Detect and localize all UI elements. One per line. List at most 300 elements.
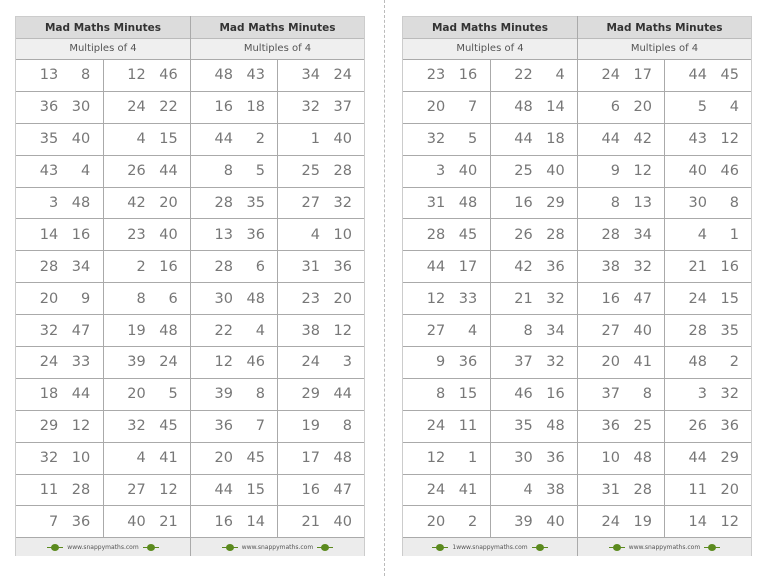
number: 40: [546, 513, 565, 530]
number: 12: [71, 418, 91, 435]
footer-url: www.snappymaths.com: [67, 543, 139, 551]
table-row: [578, 506, 751, 538]
number-pair-cell: [578, 379, 664, 410]
table-row: [16, 315, 190, 347]
number: 19: [633, 513, 652, 530]
number-pair-cell: [16, 347, 103, 378]
table-row: [578, 156, 751, 188]
number-pair-cell: [578, 60, 664, 91]
number-pair-cell: [664, 443, 751, 474]
number-pair-cell: [664, 92, 751, 123]
number-pair-cell: [191, 506, 277, 537]
number: 42: [127, 195, 146, 211]
number: 10: [71, 450, 91, 467]
number: 42: [514, 258, 533, 275]
number-pair-cell: [578, 315, 664, 346]
number: 8: [523, 322, 533, 339]
number: 44: [601, 131, 620, 148]
number: 9: [610, 163, 620, 180]
number: 30: [514, 450, 533, 467]
leaf-ornament-icon: [222, 544, 238, 551]
number: 37: [333, 99, 352, 116]
number: 45: [159, 418, 178, 435]
number: 36: [39, 99, 59, 116]
number-pair-cell: [490, 411, 578, 442]
table-row: [16, 156, 190, 188]
table-row: [578, 443, 751, 475]
number: 11: [458, 418, 478, 435]
number: 24: [601, 513, 620, 530]
number: 4: [697, 226, 707, 243]
number: 3: [342, 354, 352, 371]
number-pair-cell: [103, 315, 191, 346]
number: 16: [601, 290, 620, 307]
number: 40: [333, 131, 352, 148]
number-pair-cell: [103, 443, 191, 474]
number-pair-cell: [403, 60, 490, 91]
number-pair-cell: [578, 443, 664, 474]
number: 12: [426, 290, 446, 307]
number-pair-cell: [403, 124, 490, 155]
number: 46: [720, 163, 739, 180]
number: 36: [546, 258, 565, 275]
number: 32: [301, 99, 320, 116]
number: 9: [436, 354, 446, 371]
sheet: [190, 16, 365, 556]
number: 46: [514, 386, 533, 403]
number: 12: [127, 67, 146, 84]
number: 28: [214, 258, 233, 275]
table-row: [403, 379, 577, 411]
number: 8: [136, 290, 146, 307]
number-pair-cell: [490, 251, 578, 282]
number-pair-cell: [277, 124, 364, 155]
number-pair-cell: [277, 347, 364, 378]
table-row: [191, 283, 364, 315]
number: 2: [136, 258, 146, 275]
number-pair-cell: [403, 379, 490, 410]
number: 47: [633, 290, 652, 307]
number: 33: [71, 354, 91, 371]
number-pair-cell: [403, 156, 490, 187]
number: 23: [426, 67, 446, 84]
number-pair-cell: [403, 347, 490, 378]
table-row: [403, 124, 577, 156]
number: 13: [39, 67, 59, 84]
number-pair-cell: [16, 475, 103, 506]
number: 38: [546, 482, 565, 499]
number: 30: [688, 195, 707, 211]
number-pair-cell: [490, 92, 578, 123]
table-row: [191, 506, 364, 538]
number: 15: [159, 131, 178, 148]
sheet: [15, 16, 190, 556]
number: 44: [688, 67, 707, 84]
number-pair-cell: [103, 60, 191, 91]
table-row: [16, 475, 190, 507]
number: 7: [468, 99, 478, 116]
table-row: [191, 188, 364, 220]
number: 6: [610, 99, 620, 116]
number-pair-cell: [664, 251, 751, 282]
number: 48: [514, 99, 533, 116]
number-pair-cell: [16, 219, 103, 250]
number-pair-cell: [16, 156, 103, 187]
table-row: [16, 124, 190, 156]
number: 36: [333, 258, 352, 275]
table-row: [16, 443, 190, 475]
number-pair-cell: [191, 60, 277, 91]
number: 19: [127, 322, 146, 339]
number: 31: [301, 258, 320, 275]
number-pair-cell: [277, 443, 364, 474]
number: 20: [601, 354, 620, 371]
number-pair-cell: [277, 475, 364, 506]
number: 4: [136, 450, 146, 467]
number-pair-cell: [277, 60, 364, 91]
number: 32: [720, 386, 739, 403]
number: 48: [246, 290, 265, 307]
table-row: [16, 188, 190, 220]
table-row: [578, 251, 751, 283]
number: 24: [688, 290, 707, 307]
number: 32: [426, 131, 446, 148]
number: 6: [255, 258, 265, 275]
number-pair-cell: [277, 251, 364, 282]
number: 25: [514, 163, 533, 180]
table-row: [191, 379, 364, 411]
number: 4: [136, 131, 146, 148]
sheet-footer: [403, 538, 577, 556]
number-pair-cell: [191, 124, 277, 155]
number: 40: [458, 163, 478, 180]
number: 36: [720, 418, 739, 435]
sheet: [577, 16, 752, 556]
sheet-footer: [16, 538, 190, 556]
number: 14: [39, 226, 59, 243]
number: 3: [436, 163, 446, 180]
number-pair-cell: [403, 475, 490, 506]
number-pair-cell: [277, 379, 364, 410]
number-pair-cell: [664, 379, 751, 410]
number: 18: [39, 386, 59, 403]
number: 21: [514, 290, 533, 307]
number: 16: [214, 513, 233, 530]
number: 2: [729, 354, 739, 371]
number-pair-cell: [490, 443, 578, 474]
number-pair-cell: [664, 411, 751, 442]
number: 25: [633, 418, 652, 435]
number: 20: [333, 290, 352, 307]
number: 40: [633, 322, 652, 339]
number-pair-cell: [103, 411, 191, 442]
number: 40: [546, 163, 565, 180]
table-row: [16, 251, 190, 283]
number-pair-cell: [490, 60, 578, 91]
sheet-subtitle: Multiples of 4: [578, 39, 751, 60]
number-pair-cell: [103, 347, 191, 378]
number: 21: [159, 513, 178, 530]
number-pair-cell: [191, 188, 277, 219]
number: 40: [333, 513, 352, 530]
number: 31: [426, 195, 446, 211]
number-pair-cell: [664, 188, 751, 219]
number: 44: [514, 131, 533, 148]
number: 40: [688, 163, 707, 180]
number: 44: [688, 450, 707, 467]
number-pair-cell: [16, 124, 103, 155]
number: 44: [159, 163, 178, 180]
number: 12: [720, 513, 739, 530]
number-pair-cell: [103, 92, 191, 123]
sheet-subtitle: Multiples of 4: [403, 39, 577, 60]
number: 1: [310, 131, 320, 148]
number-pair-cell: [191, 219, 277, 250]
number-pair-cell: [403, 283, 490, 314]
number: 39: [214, 386, 233, 403]
number: 28: [546, 226, 565, 243]
number: 28: [333, 163, 352, 180]
number: 20: [127, 386, 146, 403]
table-row: [403, 156, 577, 188]
number: 32: [127, 418, 146, 435]
number: 32: [633, 258, 652, 275]
number: 15: [246, 482, 265, 499]
number: 16: [159, 258, 178, 275]
table-row: [578, 411, 751, 443]
number: 22: [214, 322, 233, 339]
number: 8: [642, 386, 652, 403]
number-pair-cell: [277, 315, 364, 346]
table-row: [578, 283, 751, 315]
table-row: [403, 283, 577, 315]
number: 37: [514, 354, 533, 371]
number: 27: [426, 322, 446, 339]
number: 40: [71, 131, 91, 148]
table-row: [16, 347, 190, 379]
number: 22: [514, 67, 533, 84]
number: 48: [458, 195, 478, 211]
number: 16: [720, 258, 739, 275]
number: 16: [458, 67, 478, 84]
number-pair-cell: [16, 283, 103, 314]
number: 34: [633, 226, 652, 243]
table-row: [403, 411, 577, 443]
number-pair-cell: [103, 188, 191, 219]
number: 30: [71, 99, 91, 116]
number: 13: [214, 226, 233, 243]
number: 48: [633, 450, 652, 467]
number: 39: [514, 513, 533, 530]
number: 4: [81, 163, 91, 180]
number: 24: [333, 67, 352, 84]
number: 5: [168, 386, 178, 403]
number-pair-cell: [578, 506, 664, 537]
number: 23: [301, 290, 320, 307]
number: 4: [729, 99, 739, 116]
number-pair-cell: [578, 124, 664, 155]
number: 13: [633, 195, 652, 211]
number-pair-cell: [490, 156, 578, 187]
number: 10: [333, 226, 352, 243]
number: 38: [301, 322, 320, 339]
number: 18: [546, 131, 565, 148]
number-pair-cell: [191, 156, 277, 187]
number: 12: [214, 354, 233, 371]
number: 5: [468, 131, 478, 148]
number: 15: [458, 386, 478, 403]
number: 11: [688, 482, 707, 499]
number: 16: [301, 482, 320, 499]
number: 44: [71, 386, 91, 403]
table-row: [578, 475, 751, 507]
leaf-ornament-icon: [532, 544, 548, 551]
number: 9: [81, 290, 91, 307]
number: 12: [633, 163, 652, 180]
number: 35: [514, 418, 533, 435]
number-pair-cell: [490, 475, 578, 506]
number: 27: [301, 195, 320, 211]
number-pair-cell: [490, 283, 578, 314]
table-row: [191, 443, 364, 475]
sheet-subtitle: Multiples of 4: [16, 39, 190, 60]
number: 20: [720, 482, 739, 499]
number: 28: [39, 258, 59, 275]
footer-url: www.snappymaths.com: [241, 543, 314, 551]
number-pair-cell: [578, 92, 664, 123]
number-pair-cell: [16, 92, 103, 123]
number: 46: [246, 354, 265, 371]
table-row: [191, 347, 364, 379]
number: 8: [342, 418, 352, 435]
number: 44: [426, 258, 446, 275]
number: 6: [168, 290, 178, 307]
table-row: [578, 188, 751, 220]
table-row: [403, 475, 577, 507]
table-row: [191, 219, 364, 251]
number-pair-cell: [16, 60, 103, 91]
number: 34: [71, 258, 91, 275]
number-pair-cell: [403, 251, 490, 282]
leaf-ornament-icon: [704, 544, 720, 551]
number-pair-cell: [103, 124, 191, 155]
number-pair-cell: [490, 506, 578, 537]
number: 14: [688, 513, 707, 530]
number: 23: [127, 226, 146, 243]
number-pair-cell: [191, 347, 277, 378]
number-pair-cell: [490, 347, 578, 378]
number-pair-cell: [191, 315, 277, 346]
number: 36: [601, 418, 620, 435]
number: 48: [214, 67, 233, 84]
number: 35: [246, 195, 265, 211]
number-pair-cell: [16, 443, 103, 474]
number: 3: [697, 386, 707, 403]
leaf-ornament-icon: [317, 544, 333, 551]
number: 26: [127, 163, 146, 180]
number: 7: [49, 513, 59, 530]
number: 36: [246, 226, 265, 243]
leaf-ornament-icon: [47, 544, 63, 551]
number: 12: [426, 450, 446, 467]
number-pair-cell: [578, 219, 664, 250]
table-row: [578, 124, 751, 156]
number-pair-cell: [403, 219, 490, 250]
number: 44: [333, 386, 352, 403]
number-pair-cell: [490, 188, 578, 219]
number-pair-cell: [103, 379, 191, 410]
number: 2: [255, 131, 265, 148]
number-pair-cell: [16, 188, 103, 219]
table-row: [191, 92, 364, 124]
number: 16: [71, 226, 91, 243]
number: 20: [426, 513, 446, 530]
number: 32: [39, 322, 59, 339]
number: 35: [39, 131, 59, 148]
number: 28: [633, 482, 652, 499]
table-row: [16, 411, 190, 443]
table-row: [191, 124, 364, 156]
sheet-subtitle: Multiples of 4: [191, 39, 364, 60]
number: 41: [458, 482, 478, 499]
number: 33: [458, 290, 478, 307]
number: 48: [159, 322, 178, 339]
table-row: [191, 475, 364, 507]
number: 45: [458, 226, 478, 243]
number: 36: [71, 513, 91, 530]
number: 47: [71, 322, 91, 339]
number: 2: [468, 513, 478, 530]
number: 8: [223, 163, 233, 180]
number: 26: [688, 418, 707, 435]
table-row: [578, 315, 751, 347]
number: 43: [246, 67, 265, 84]
number: 12: [720, 131, 739, 148]
number: 3: [49, 195, 59, 211]
number: 26: [514, 226, 533, 243]
number: 38: [601, 258, 620, 275]
number-pair-cell: [277, 219, 364, 250]
number: 30: [214, 290, 233, 307]
number: 17: [301, 450, 320, 467]
number: 32: [546, 290, 565, 307]
number-pair-cell: [403, 315, 490, 346]
number: 29: [301, 386, 320, 403]
number: 28: [426, 226, 446, 243]
number-pair-cell: [403, 443, 490, 474]
number: 14: [246, 513, 265, 530]
number-pair-cell: [16, 506, 103, 537]
cut-line-divider: [384, 0, 385, 576]
number: 41: [159, 450, 178, 467]
number: 15: [720, 290, 739, 307]
table-row: [16, 283, 190, 315]
sheet: [402, 16, 577, 556]
sheet-title: Mad Maths Minutes: [191, 16, 364, 39]
number: 16: [514, 195, 533, 211]
number: 21: [301, 513, 320, 530]
number-pair-cell: [103, 475, 191, 506]
table-row: [403, 219, 577, 251]
number: 20: [159, 195, 178, 211]
footer-url: www.snappymaths.com: [628, 543, 701, 551]
number: 24: [601, 67, 620, 84]
number: 47: [333, 482, 352, 499]
number-pair-cell: [103, 219, 191, 250]
number: 10: [601, 450, 620, 467]
number-pair-cell: [578, 475, 664, 506]
sheet-title: Mad Maths Minutes: [16, 16, 190, 39]
